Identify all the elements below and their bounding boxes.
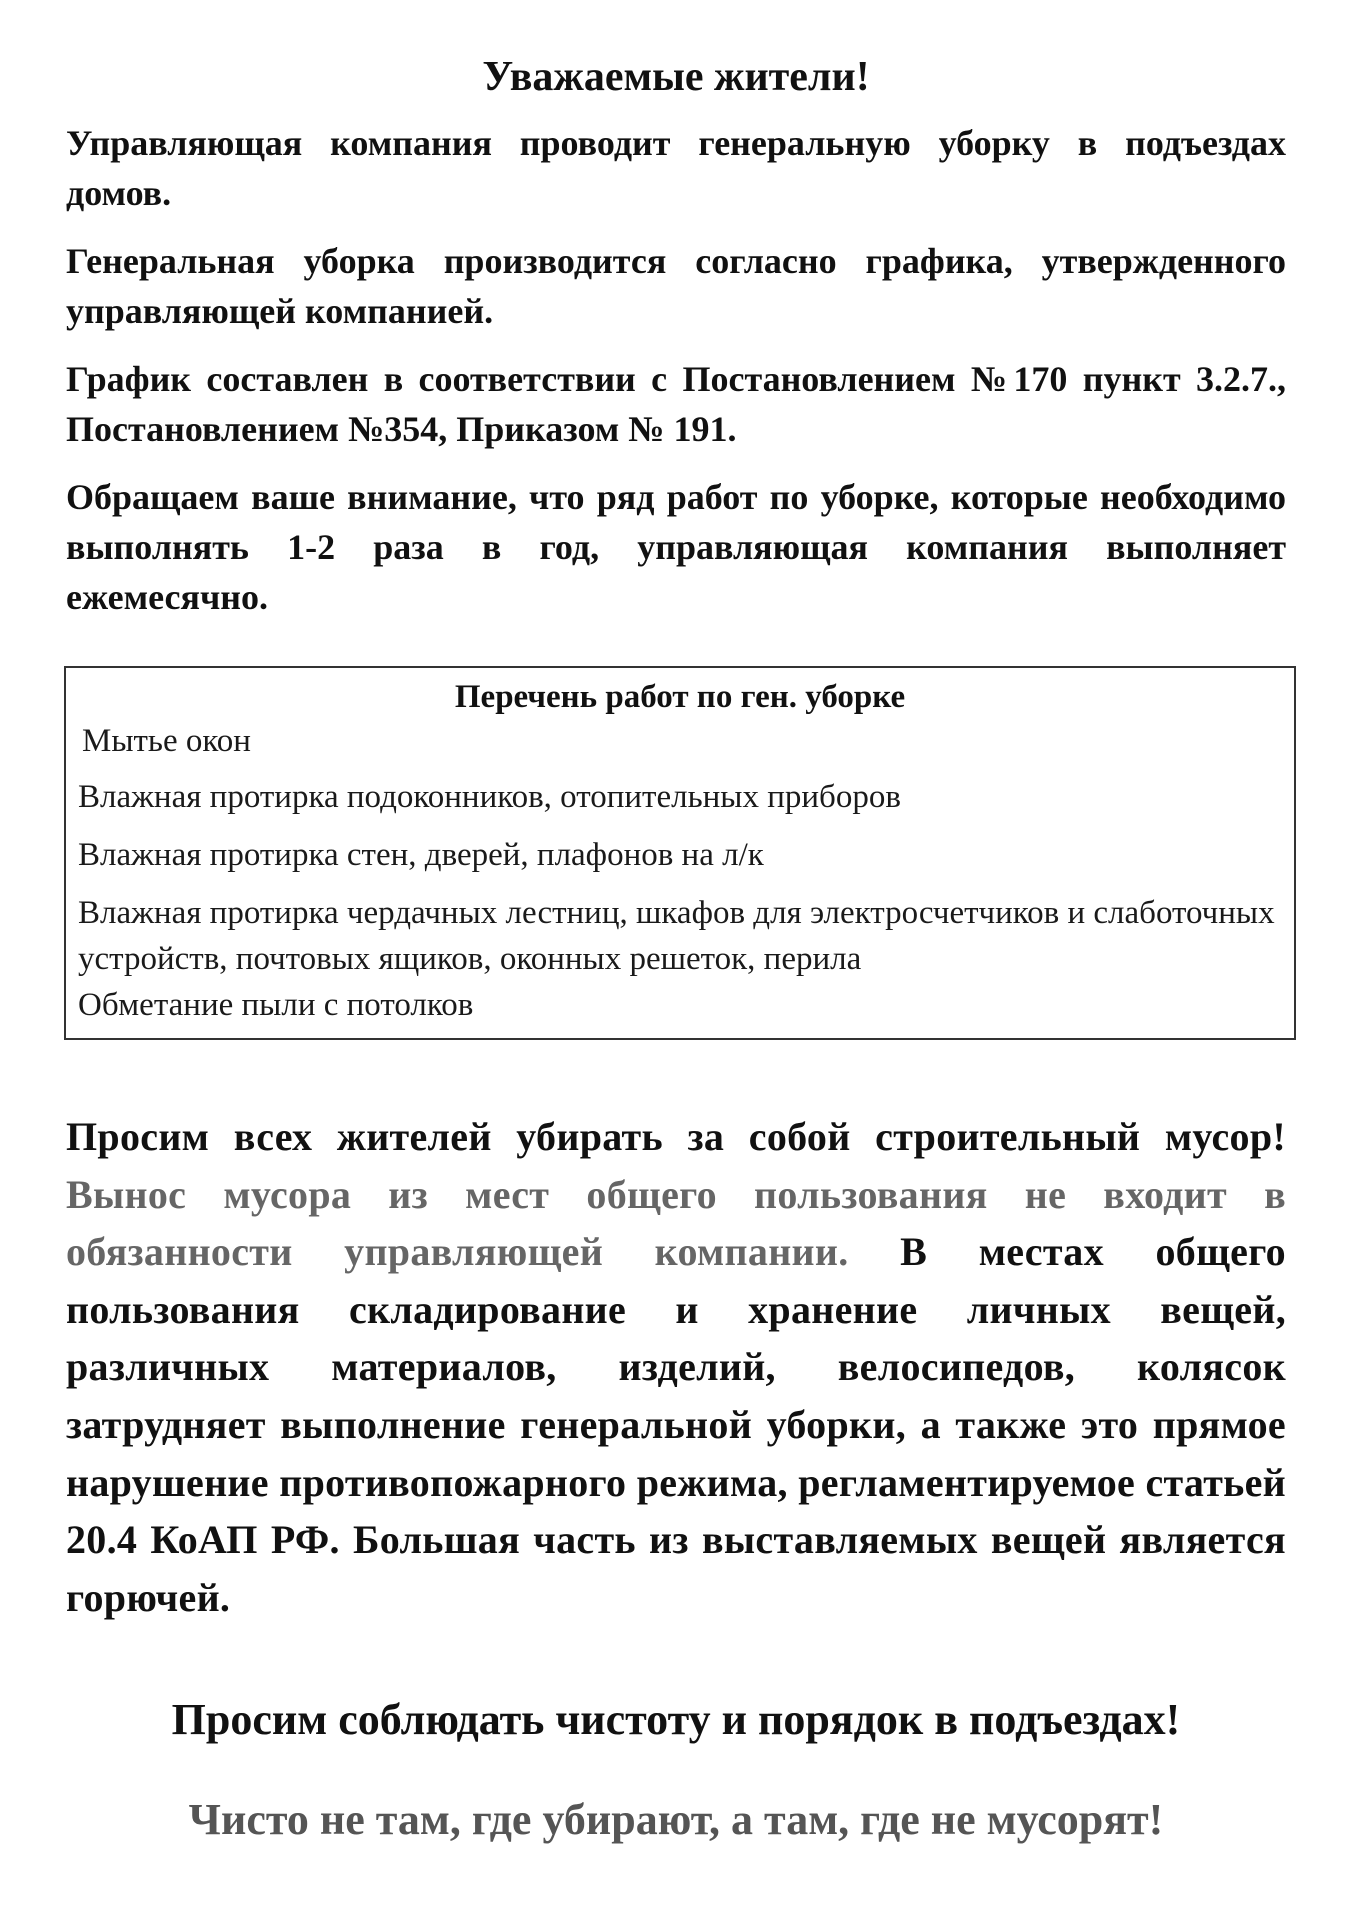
work-list-item: Влажная протирка стен, дверей, плафонов на л/к: [78, 837, 764, 873]
paragraph-schedule: Генеральная уборка производится согласно графика, утвержденного управляющей компанией.: [66, 241, 1286, 331]
slogan: Чисто не там, где убирают, а там, где не мусорят!: [188, 1795, 1164, 1845]
work-list-item: Влажная протирка чердачных лестниц, шкафов для электросчетчиков и слаботочных устройств, почтовых ящиков, оконных решеток, перила: [78, 895, 1275, 977]
paragraph-general-cleaning: Управляющая компания проводит генеральную уборку в подъездах домов.: [66, 123, 1286, 213]
paragraph-attention: Обращаем ваше внимание, что ряд работ по уборке, которые необходимо выполнять 1-2 раза в год, управляющая компания выполняет ежемесячно.: [66, 477, 1286, 617]
request-text-bold: Просим всех жителей убирать за собой строительный мусор!: [66, 1114, 1286, 1159]
work-list-item: Обметание пыли с потолков: [78, 987, 474, 1023]
closing-request: Просим соблюдать чистоту и порядок в подъездах!: [171, 1695, 1181, 1745]
request-text-gray: Вынос мусора из мест общего пользования не входит в обязанности управляющей компании.: [66, 1171, 1286, 1275]
work-list-title: Перечень работ по ген. уборке: [454, 679, 906, 715]
work-list-item: Влажная протирка подоконников, отопительных приборов: [78, 779, 901, 815]
notice-page: [66, 52, 1286, 1892]
work-list-item: Мытье окон: [82, 723, 251, 759]
paragraph-regulations: График составлен в соответствии с Постановлением №170 пункт 3.2.7., Постановлением №354, Приказом № 191.: [66, 359, 1286, 449]
request-paragraph: [66, 1108, 1286, 1626]
work-list-box: [64, 666, 1296, 1040]
request-text-rest: В местах общего пользования складирование и хранение личных вещей, различных материалов, изделий, велосипедов, колясок затрудняет выполнение генеральной уборки, а также это прямое нарушение противопожарного режима, регламентируемое статьей 20.4 КоАП РФ. Большая часть из выставляемых вещей является горючей.: [66, 1229, 1286, 1620]
notice-title: Уважаемые жители!: [482, 54, 870, 100]
